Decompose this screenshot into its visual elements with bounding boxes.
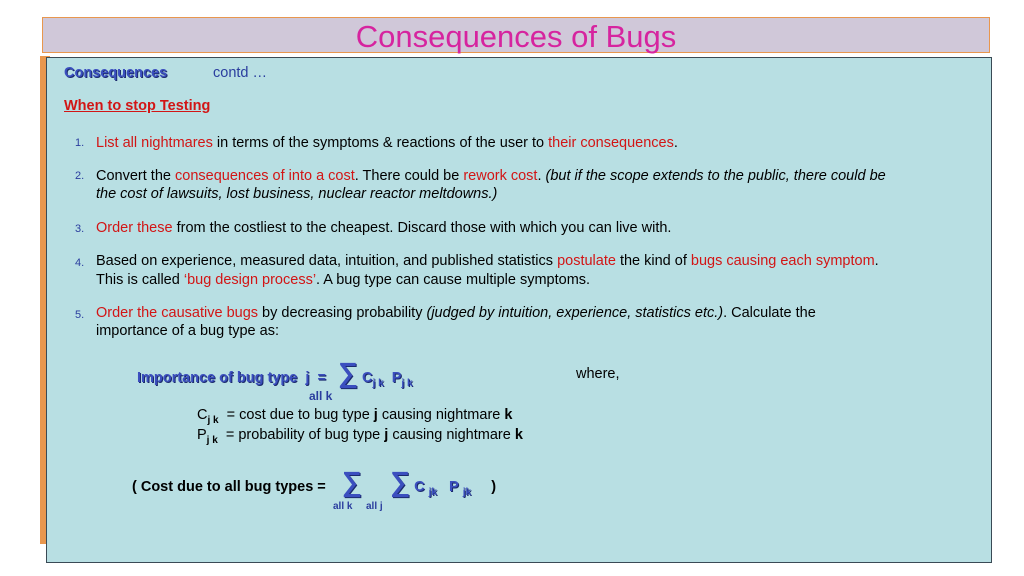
item-5-line-1: Order the causative bugs by decreasing probability (judged by intuition, experience, statistics etc.). Calculate the <box>96 305 816 321</box>
section-heading: When to stop Testing <box>64 98 211 114</box>
item-1-a: List all nightmares <box>96 135 213 151</box>
definition-p: $P_{j k}$ = probability of bug type j causing nightmare k <box>197 427 523 446</box>
item-5-number: 5. <box>75 309 85 321</box>
consequences-label: Consequences <box>64 65 168 81</box>
contd-label: contd … <box>213 65 267 81</box>
item-4-line-2: This is called ‘bug design process’. A bug type can cause multiple symptoms. <box>96 272 591 288</box>
where-label: where, <box>576 366 620 382</box>
sum-under-label: all k <box>309 389 333 403</box>
total-cost-formula: ( Cost due to all bug types = ∑ ∑ C $_{jk}$ P $_{jk}$ ) <box>132 466 497 498</box>
item-1-c: their consequences <box>548 135 674 151</box>
item-3: Order these from the costliest to the cheapest. Discard those with which you can live with. <box>96 220 672 236</box>
sum-symbol: ∑ <box>338 357 359 388</box>
formula-lhs: Importance of bug type <box>137 370 298 386</box>
slide-title: Consequences of Bugs <box>355 19 677 54</box>
item-4-line-1: Based on experience, measured data, intuition, and published statistics postulate the kind of bugs causing each symptom. <box>96 253 879 269</box>
item-2-line-2: the cost of lawsuits, lost business, nuclear reactor meltdowns.) <box>96 186 498 202</box>
item-1-b: in terms of the symptoms & reactions of the user to <box>212 135 549 151</box>
sum-under-all-j: all j <box>366 501 383 512</box>
item-5-line-2: importance of a bug type as: <box>96 323 279 339</box>
item-1 <box>96 133 678 153</box>
definition-c: $C_{j k} = \cos t$ due to bug type j causing nightmare k <box>197 407 513 426</box>
item-4-number: 4. <box>75 257 85 269</box>
content-panel <box>46 57 992 563</box>
item-2-number: 2. <box>75 170 85 182</box>
item-1-number: 1. <box>75 137 85 149</box>
item-2-line-1: Convert the consequences of into a cost. There could be rework cost. (but if the scope extends to the public, there could be <box>96 168 886 184</box>
item-3-number: 3. <box>75 223 85 235</box>
title-bar <box>42 17 990 53</box>
importance-formula: Importance of bug type j = ∑ $C_{j k}$ $P_{j k}$ <box>137 357 413 389</box>
item-1-d: . <box>673 135 678 151</box>
sum-under-all-k: all k <box>333 501 353 512</box>
